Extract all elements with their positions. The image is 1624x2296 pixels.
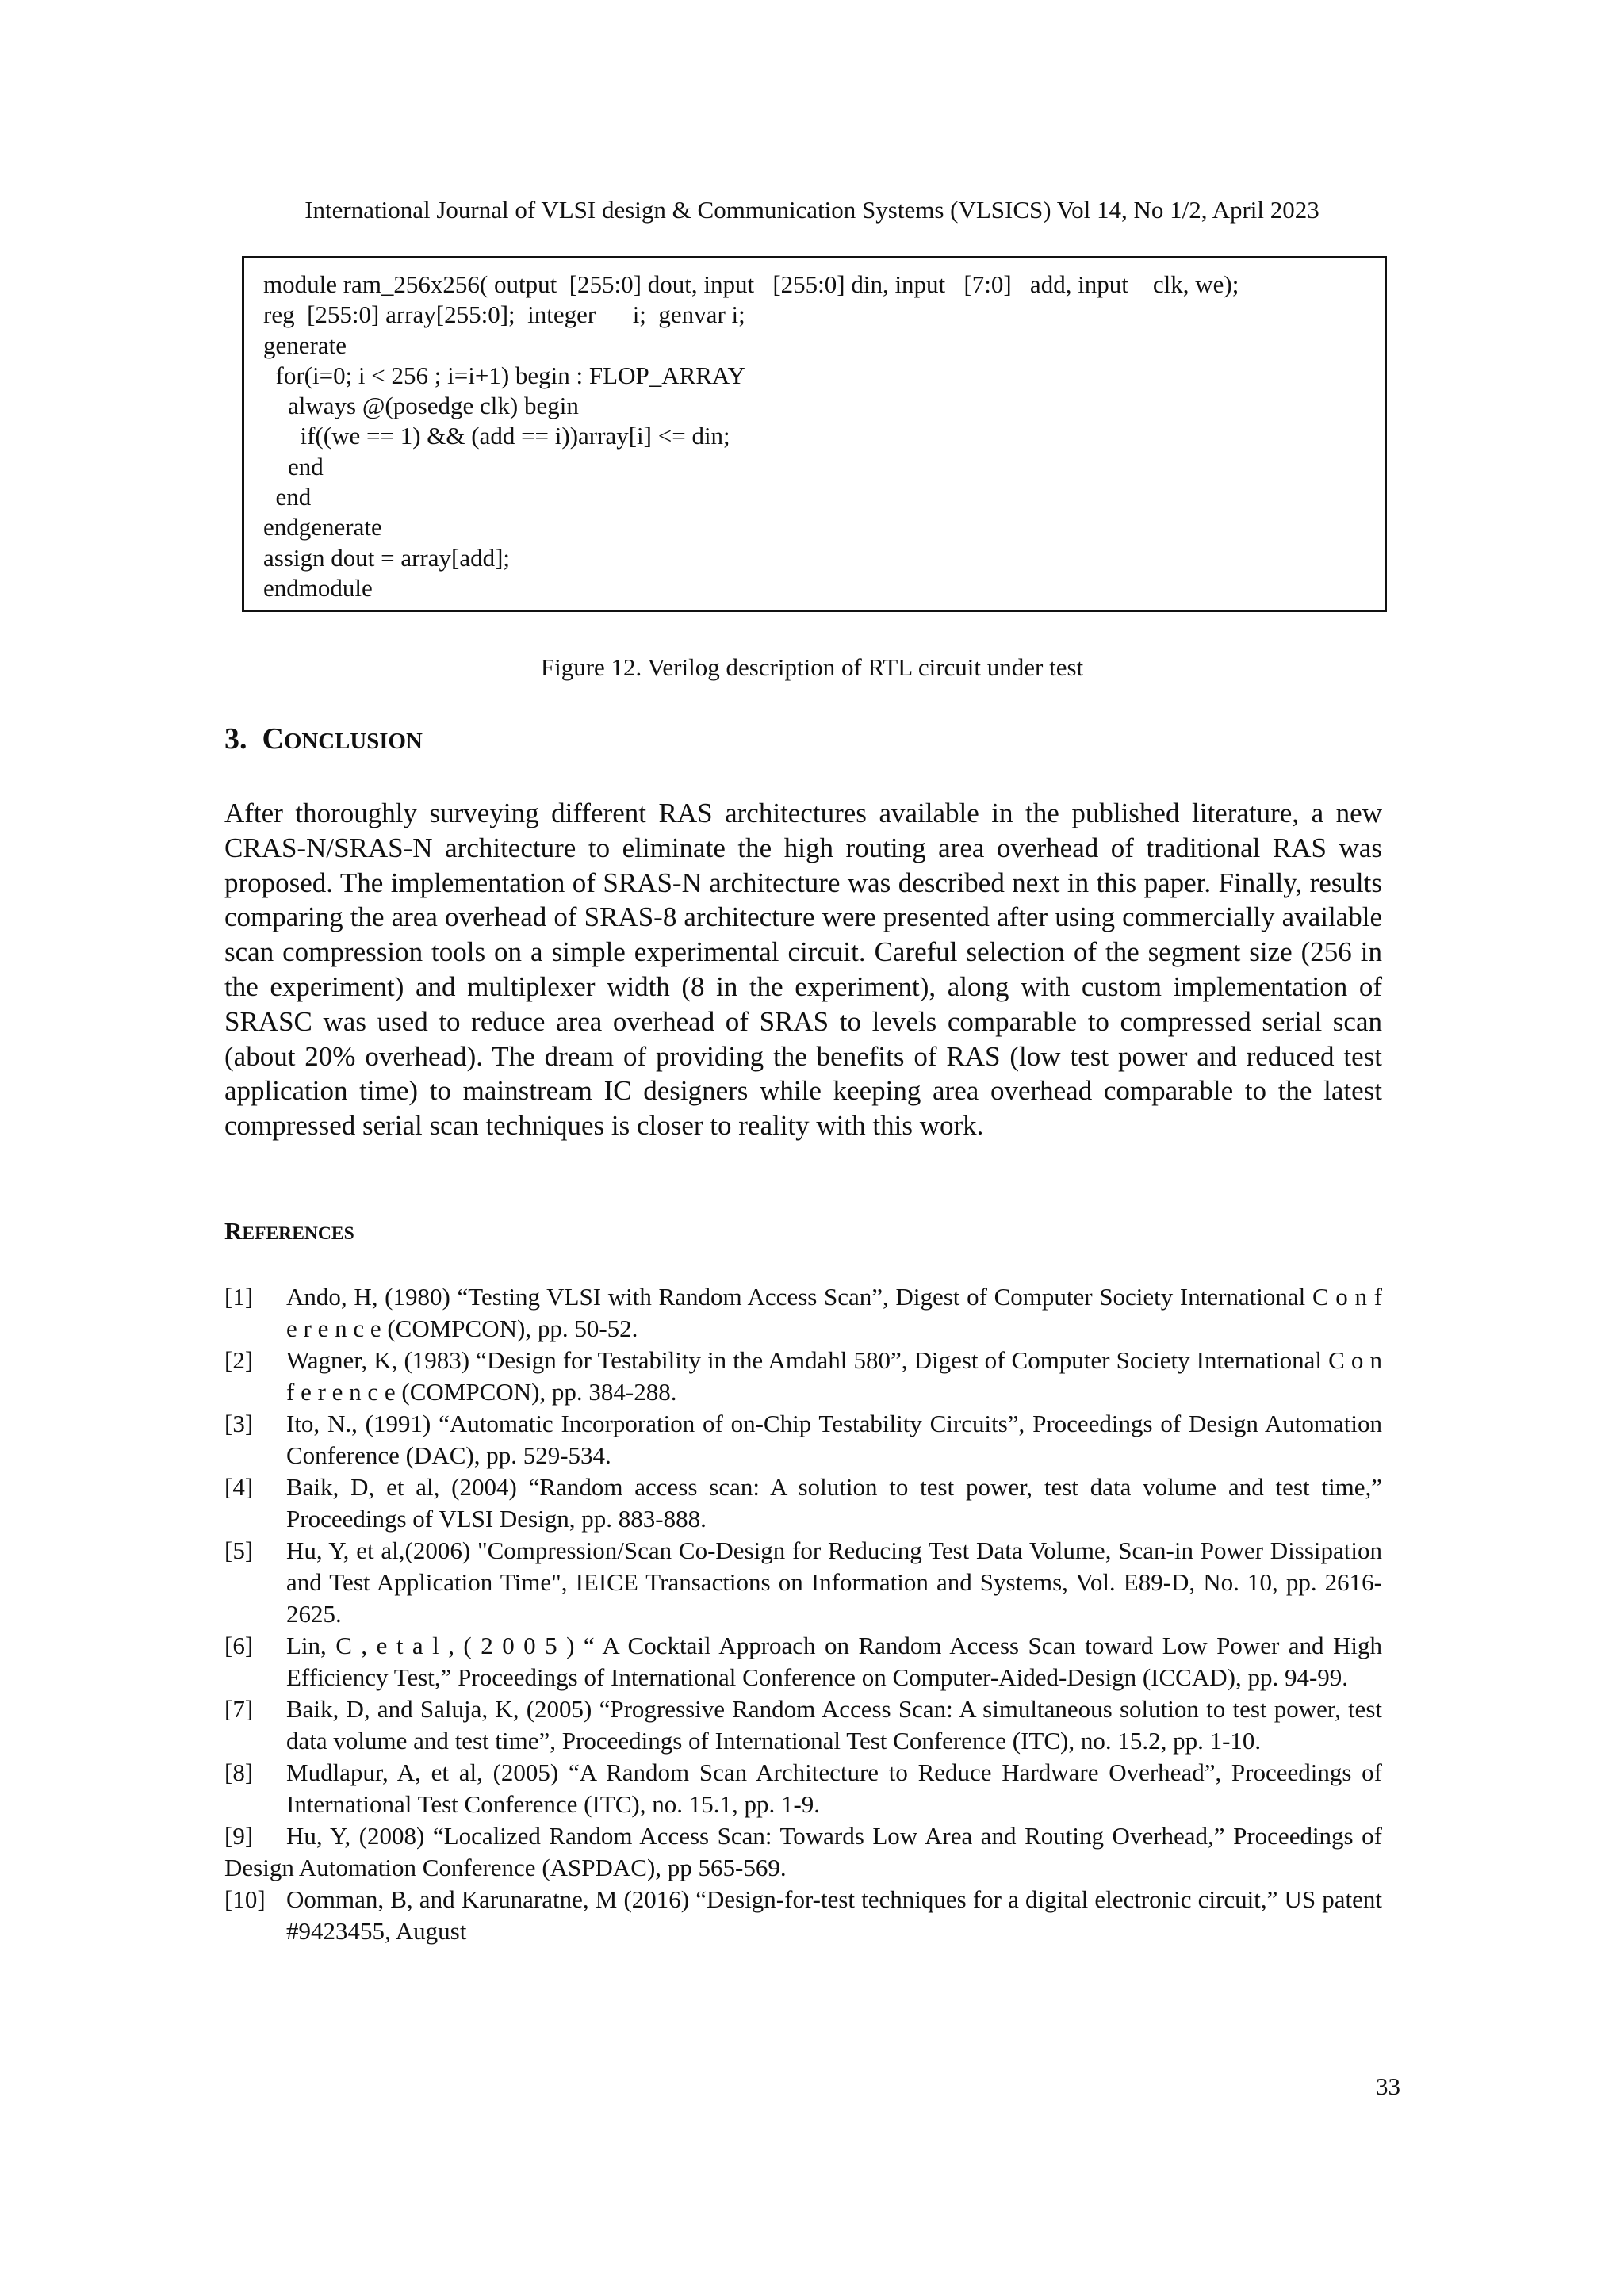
reference-text: Ito, N., (1991) “Automatic Incorporation of on-Chip Testability Circuits”, Proceedings of Design Automation Conference (DAC), pp. 529-534. <box>286 1410 1382 1469</box>
reference-item <box>224 1281 1382 1345</box>
code-line: module ram_256x256( output [255:0] dout, input [255:0] din, input [7:0] add, input clk, we); <box>263 270 1239 298</box>
code-line: end <box>263 483 312 511</box>
section-title-rest: ONCLUSION <box>283 729 423 754</box>
code-line: if((we == 1) && (add == i))array[i] <= din; <box>263 422 730 450</box>
reference-text: Hu, Y, et al,(2006) "Compression/Scan Co-Design for Reducing Test Data Volume, Scan-in Power Dissipation and Test Application Time", IEICE Transactions on Information and Systems, Vol. E89-D, No. 10, pp. 2616-2625. <box>286 1536 1382 1628</box>
reference-number: [1] <box>224 1283 254 1311</box>
reference-text: Mudlapur, A, et al, (2005) “A Random Scan Architecture to Reduce Hardware Overhead”, Proceedings of International Test Conference (ITC), no. 15.1, pp. 1-9. <box>286 1758 1382 1818</box>
reference-text: Wagner, K, (1983) “Design for Testability in the Amdahl 580”, Digest of Computer Society International C o n f e r e n c e (COMPCON), pp. 384-288. <box>286 1346 1382 1406</box>
figure-caption: Figure 12. Verilog description of RTL circuit under test <box>540 653 1084 681</box>
reference-item <box>224 1345 1382 1408</box>
code-line: generate <box>263 331 347 359</box>
reference-number: [2] <box>224 1346 254 1374</box>
reference-item <box>224 1630 1382 1693</box>
reference-number: [3] <box>224 1410 254 1437</box>
reference-number: [10] <box>224 1885 266 1913</box>
code-line: reg [255:0] array[255:0]; integer i; genvar i; <box>263 300 745 329</box>
references-heading-initial: R <box>224 1217 243 1245</box>
section-number: 3. <box>224 722 247 756</box>
reference-text: Hu, Y, (2008) “Localized Random Access Scan: Towards Low Area and Routing Overhead,” Proceedings of Design Automation Conference (ASPDAC), pp 565-569. <box>224 1822 1382 1881</box>
page-number: 33 <box>1376 2072 1400 2100</box>
section-title-initial: C <box>262 722 284 756</box>
reference-number: [9] <box>224 1822 254 1850</box>
verilog-code-figure <box>242 256 1387 612</box>
code-line: assign dout = array[add]; <box>263 543 511 572</box>
conclusion-paragraph: After thoroughly surveying different RAS architectures available in the published literature, a new CRAS-N/SRAS-N architecture to eliminate the high routing area overhead of traditional RAS was proposed. The implementation of SRAS-N architecture was described next in this paper. Finally, results comparing the area overhead of SRAS-8 architecture were presented after using commercially available scan compression tools on a simple experimental circuit. Careful selection of the segment size (256 in the experiment) and multiplexer width (8 in the experiment), along with custom implementation of SRASC was used to reduce area overhead of SRAS to levels comparable to compressed serial scan (about 20% overhead). The dream of providing the benefits of RAS (low test power and reduced test application time) to mainstream IC designers while keeping area overhead comparable to the latest compressed serial scan techniques is closer to reality with this work. <box>224 798 1382 1142</box>
code-line: endgenerate <box>263 513 382 541</box>
reference-list <box>224 1281 1382 1947</box>
reference-text: Oomman, B, and Karunaratne, M (2016) “Design-for-test techniques for a digital electronic circuit,” US patent #9423455, August <box>286 1885 1382 1945</box>
references-heading-rest: EFERENCES <box>242 1223 354 1244</box>
reference-item <box>224 1820 1382 1884</box>
reference-number: [7] <box>224 1695 254 1723</box>
reference-item <box>224 1884 1382 1947</box>
code-line: end <box>263 452 324 480</box>
reference-item <box>224 1471 1382 1535</box>
section-heading-conclusion <box>224 721 423 759</box>
reference-number: [5] <box>224 1536 254 1564</box>
reference-text: Baik, D, and Saluja, K, (2005) “Progressive Random Access Scan: A simultaneous solution to test power, test data volume and test time”, Proceedings of International Test Conference (ITC), no. 15.2, pp. 1-10. <box>286 1695 1382 1755</box>
reference-item <box>224 1757 1382 1820</box>
reference-number: [4] <box>224 1473 254 1501</box>
code-line: endmodule <box>263 573 373 602</box>
code-line: always @(posedge clk) begin <box>263 392 579 420</box>
code-line: for(i=0; i < 256 ; i=i+1) begin : FLOP_ARRAY <box>263 361 745 389</box>
reference-number: [6] <box>224 1632 254 1659</box>
reference-text: Baik, D, et al, (2004) “Random access scan: A solution to test power, test data volume and test time,” Proceedings of VLSI Design, pp. 883-888. <box>286 1473 1382 1533</box>
reference-number: [8] <box>224 1758 254 1786</box>
running-header: International Journal of VLSI design & Communication Systems (VLSICS) Vol 14, No 1/2, April 2023 <box>304 196 1320 224</box>
references-heading <box>224 1214 354 1251</box>
reference-item <box>224 1693 1382 1757</box>
reference-item <box>224 1408 1382 1471</box>
reference-item <box>224 1535 1382 1630</box>
reference-text: Ando, H, (1980) “Testing VLSI with Random Access Scan”, Digest of Computer Society International C o n f e r e n c e (COMPCON), pp. 50-52. <box>286 1283 1382 1342</box>
reference-text: Lin, C , e t a l , ( 2 0 0 5 ) “ A Cocktail Approach on Random Access Scan toward Low Power and High Efficiency Test,” Proceedings of International Conference on Computer-Aided-Design (ICCAD), pp. 94-99. <box>286 1632 1382 1691</box>
